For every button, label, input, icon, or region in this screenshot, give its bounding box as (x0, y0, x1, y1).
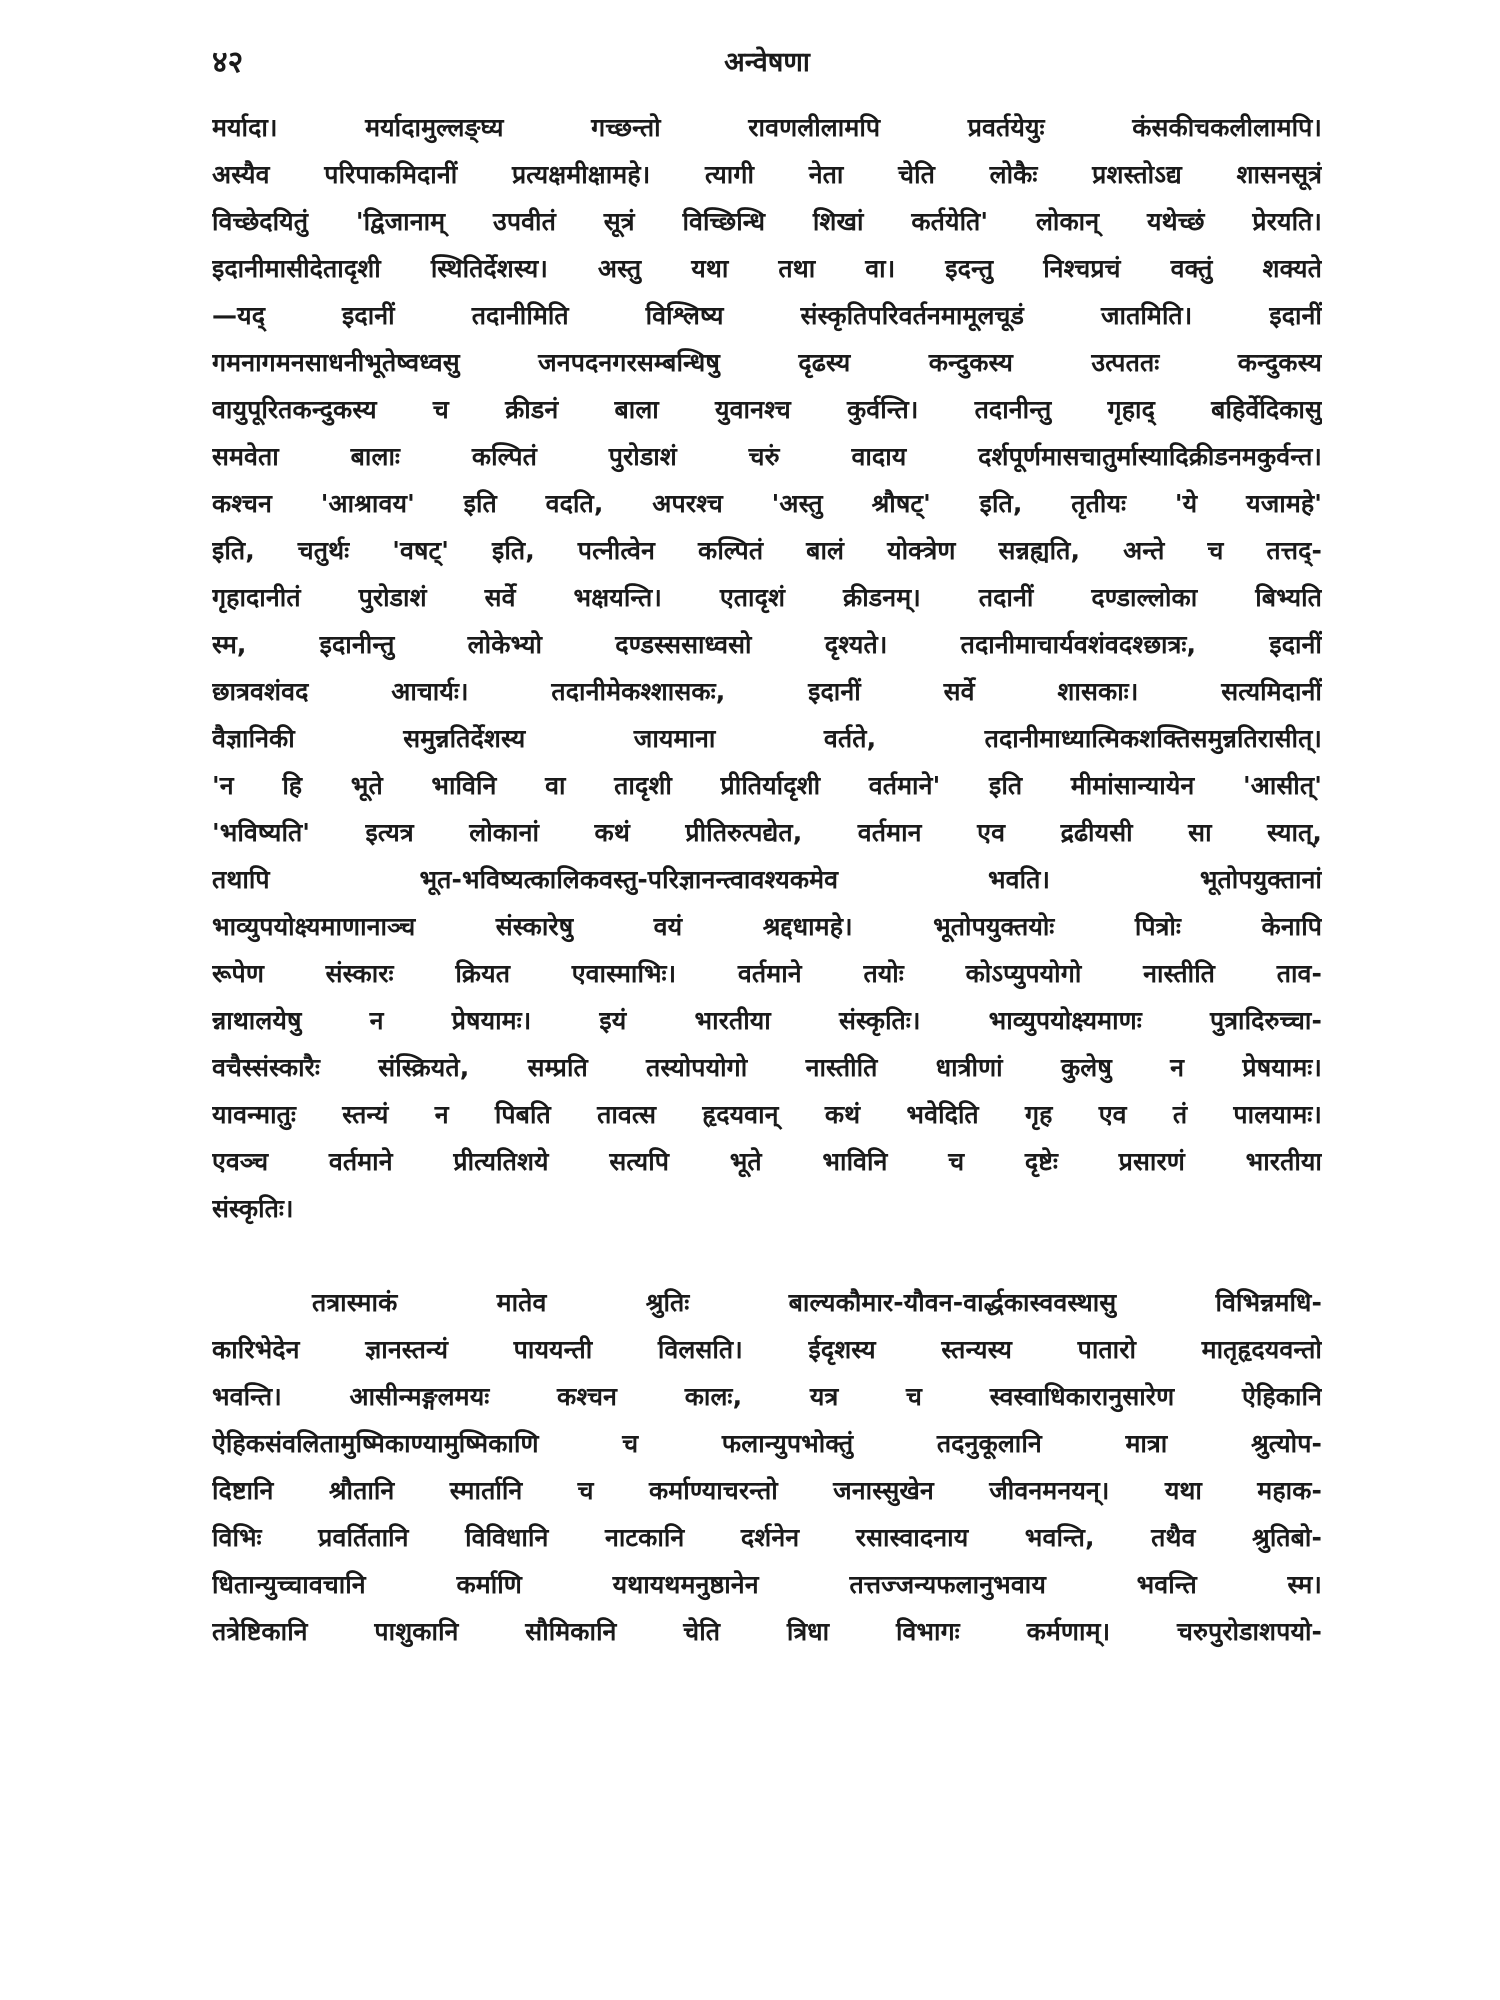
text-line: वैज्ञानिकी समुन्नतिर्देशस्य जायमाना वर्तते, तदानीमाध्यात्मिकशक्तिसमुन्नतिरासीत्। (212, 724, 1322, 753)
text-line: भवन्ति। आसीन्मङ्गलमयः कश्चन कालः, यत्र च स्वस्वाधिकारानुसारेण ऐहिकानि (212, 1382, 1322, 1411)
text-line: तत्रास्माकं मातेव श्रुतिः बाल्यकौमार-यौवन-वार्द्धकास्ववस्थासु विभिन्नमधि- (312, 1288, 1322, 1317)
text-line: वचैस्संस्कारैः संस्क्रियते, सम्प्रति तस्योपयोगो नास्तीति धात्रीणां कुलेषु न प्रेषयामः। (212, 1053, 1322, 1082)
text-line: अस्यैव परिपाकमिदानीं प्रत्यक्षमीक्षामहे। त्यागी नेता चेति लोकैः प्रशस्तोऽद्य शासनसूत्रं (212, 160, 1322, 189)
text-line: विच्छेदयितुं 'द्विजानाम् उपवीतं सूत्रं विच्छिन्धि शिखां कर्तयेति' लोकान् यथेच्छं प्रेरयति। (212, 207, 1322, 236)
text-line: 'न हि भूते भाविनि वा तादृशी प्रीतिर्यादृशी वर्तमाने' इति मीमांसान्यायेन 'आसीत्' (212, 771, 1322, 800)
text-line: विभिः प्रवर्तितानि विविधानि नाटकानि दर्शनेन रसास्वादनाय भवन्ति, तथैव श्रुतिबो- (212, 1523, 1322, 1552)
text-line: रूपेण संस्कारः क्रियत एवास्माभिः। वर्तमाने तयोः कोऽप्युपयोगो नास्तीति ताव- (212, 959, 1322, 988)
text-line: ऐहिकसंवलितामुष्मिकाण्यामुष्मिकाणि च फलान्युपभोक्तुं तदनुकूलानि मात्रा श्रुत्योप- (212, 1429, 1322, 1458)
paragraph-1 (212, 104, 1322, 1232)
document-page (212, 40, 1322, 1980)
text-line: गृहादानीतं पुरोडाशं सर्वे भक्षयन्ति। एतादृशं क्रीडनम्। तदानीं दण्डाल्लोका बिभ्यति (212, 583, 1322, 612)
text-line: तथापि भूत-भविष्यत्कालिकवस्तु-परिज्ञानन्त्वावश्यकमेव भवति। भूतोपयुक्तानां (212, 865, 1322, 894)
text-line: कारिभेदेन ज्ञानस्तन्यं पाययन्ती विलसति। ईदृशस्य स्तन्यस्य पातारो मातृहृदयवन्तो (212, 1335, 1322, 1364)
paragraph-2 (212, 1279, 1322, 1655)
text-line: समवेता बालाः कल्पितं पुरोडाशं चरुं वादाय दर्शपूर्णमासचातुर्मास्यादिक्रीडनमकुर्वन्त। (212, 442, 1322, 471)
text-line: —यद् इदानीं तदानीमिति विश्लिष्य संस्कृतिपरिवर्तनमामूलचूडं जातमिति। इदानीं (212, 301, 1322, 330)
text-line: संस्कृतिः। (212, 1194, 294, 1223)
text-line: कश्चन 'आश्रावय' इति वदति, अपरश्च 'अस्तु श्रौषट्' इति, तृतीयः 'ये यजामहे' (212, 489, 1322, 518)
text-line: वायुपूरितकन्दुकस्य च क्रीडनं बाला युवानश्च कुर्वन्ति। तदानीन्तु गृहाद् बहिर्वेदिकासु (212, 395, 1322, 424)
body-text (212, 104, 1322, 1655)
text-line: तत्रेष्टिकानि पाशुकानि सौमिकानि चेति त्रिधा विभागः कर्मणाम्। चरुपुरोडाशपयो- (212, 1617, 1322, 1646)
text-line: धितान्युच्चावचानि कर्माणि यथायथमनुष्ठानेन तत्तज्जन्यफलानुभवाय भवन्ति स्म। (212, 1570, 1322, 1599)
text-line: गमनागमनसाधनीभूतेष्वध्वसु जनपदनगरसम्बन्धिषु दृढस्य कन्दुकस्य उत्पततः कन्दुकस्य (212, 348, 1322, 377)
text-line: भाव्युपयोक्ष्यमाणानाञ्च संस्कारेषु वयं श्रद्दधामहे। भूतोपयुक्तयोः पित्रोः केनापि (212, 912, 1322, 941)
paragraph-gap (212, 1232, 1322, 1279)
text-line: इति, चतुर्थः 'वषट्' इति, पत्नीत्वेन कल्पितं बालं योक्त्रेण सन्नह्यति, अन्ते च तत्तद्- (212, 536, 1322, 565)
running-title: अन्वेषणा (724, 47, 810, 78)
text-line: छात्रवशंवद आचार्यः। तदानीमेकश्शासकः, इदानीं सर्वे शासकाः। सत्यमिदानीं (212, 677, 1322, 706)
text-line: न्नाथालयेषु न प्रेषयामः। इयं भारतीया संस्कृतिः। भाव्युपयोक्ष्यमाणः पुत्रादिरुच्चा- (212, 1006, 1322, 1035)
text-line: 'भविष्यति' इत्यत्र लोकानां कथं प्रीतिरुत्पद्येत, वर्तमान एव द्रढीयसी सा स्यात्, (212, 818, 1322, 847)
text-line: यावन्मातुः स्तन्यं न पिबति तावत्स हृदयवान् कथं भवेदिति गृह एव तं पालयामः। (212, 1100, 1322, 1129)
text-line: दिष्टानि श्रौतानि स्मार्तानि च कर्माण्याचरन्तो जनास्सुखेन जीवनमनयन्। यथा महाक- (212, 1476, 1322, 1505)
page-header (212, 40, 1322, 100)
text-line: मर्यादा। मर्यादामुल्लङ्घ्य गच्छन्तो रावणलीलामपि प्रवर्तयेयुः कंसकीचकलीलामपि। (212, 113, 1322, 142)
page-number: ४२ (212, 45, 244, 80)
text-line: एवञ्च वर्तमाने प्रीत्यतिशये सत्यपि भूते भाविनि च दृष्टेः प्रसारणं भारतीया (212, 1147, 1322, 1176)
text-line: इदानीमासीदेतादृशी स्थितिर्देशस्य। अस्तु यथा तथा वा। इदन्तु निश्चप्रचं वक्तुं शक्यते (212, 254, 1322, 283)
text-line: स्म, इदानीन्तु लोकेभ्यो दण्डस्ससाध्वसो दृश्यते। तदानीमाचार्यवशंवदश्छात्रः, इदानीं (212, 630, 1322, 659)
